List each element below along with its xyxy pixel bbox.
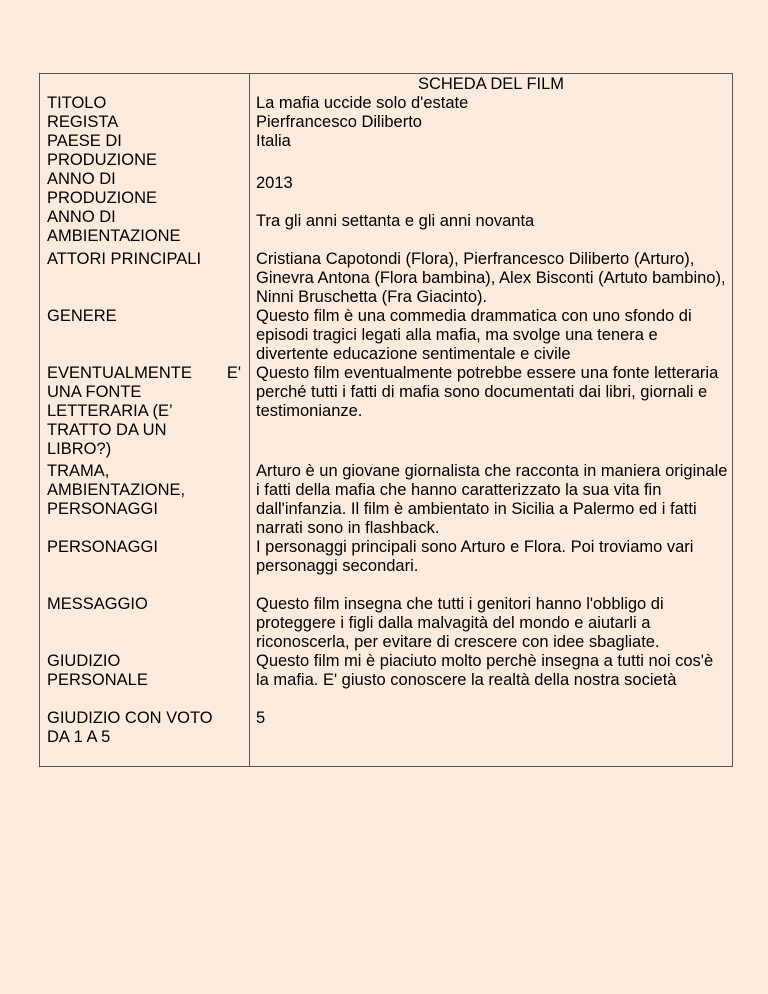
field-label: GIUDIZIO CON VOTO DA 1 A 5 — [47, 709, 213, 746]
field-value: Questo film eventualmente potrebbe essere una fonte letteraria perché tutti i fatti di mafia sono documentati dai libri, giornali e testimonianze. — [256, 364, 719, 420]
field-value: Questo film mi è piaciuto molto perchè insegna a tutti noi cos'è la mafia. E' giusto conoscere la realtà della nostra società — [256, 652, 714, 689]
field-label: ATTORI PRINCIPALI — [47, 250, 202, 268]
field-value: Arturo è un giovane giornalista che racconta in maniera originale i fatti della mafia che hanno caratterizzato la sua vita fin dall'infanzia. Il film è ambientato in Sicilia a Palermo ed i fatti narrati sono in flashback. — [256, 462, 728, 537]
field-label: UNA FONTE LETTERARIA (E’ TRATTO DA UN LIBRO?) — [47, 383, 172, 458]
field-label: PERSONAGGI — [47, 538, 158, 556]
field-value: 2013 — [256, 174, 293, 192]
field-value: Tra gli anni settanta e gli anni novanta — [256, 212, 535, 230]
field-label: TITOLO — [47, 94, 107, 112]
field-label: ANNO DI PRODUZIONE — [47, 170, 158, 207]
field-value: Questo film è una commedia drammatica con uno sfondo di episodi tragici legati alla mafia, ma svolge una tenera e divertente educazione sentimentale e civile — [256, 307, 692, 363]
field-label: PAESE DI PRODUZIONE — [47, 132, 158, 169]
field-value: I personaggi principali sono Arturo e Flora. Poi troviamo vari personaggi secondari. — [256, 538, 694, 575]
field-value: Pierfrancesco Diliberto — [256, 113, 422, 131]
field-label: GIUDIZIO PERSONALE — [47, 652, 148, 689]
field-label: REGISTA — [47, 113, 119, 131]
field-value: Cristiana Capotondi (Flora), Pierfrancesco Diliberto (Arturo), Ginevra Antona (Flora bambina), Alex Bisconti (Artuto bambino), Ninni Bruschetta (Fra Giacinto). — [256, 250, 726, 306]
sheet-title: SCHEDA DEL FILM — [417, 75, 565, 93]
field-value: Italia — [256, 132, 291, 150]
field-label: ANNO DI AMBIENTAZIONE — [47, 208, 181, 245]
field-value: Questo film insegna che tutti i genitori hanno l'obbligo di proteggere i figli dalla malvagità del mondo e aiutarli a riconoscerla, per evitare di crescere con idee sbagliate. — [256, 595, 664, 651]
field-label: MESSAGGIO — [47, 595, 148, 613]
field-value: La mafia uccide solo d'estate — [256, 94, 469, 112]
field-label: GENERE — [47, 307, 117, 325]
column-divider — [249, 74, 250, 766]
film-sheet-table — [39, 73, 733, 767]
field-label: TRAMA, AMBIENTAZIONE, PERSONAGGI — [47, 462, 186, 518]
field-label-first-line: EVENTUALMENTE E' — [47, 364, 241, 382]
field-value: 5 — [256, 709, 266, 727]
